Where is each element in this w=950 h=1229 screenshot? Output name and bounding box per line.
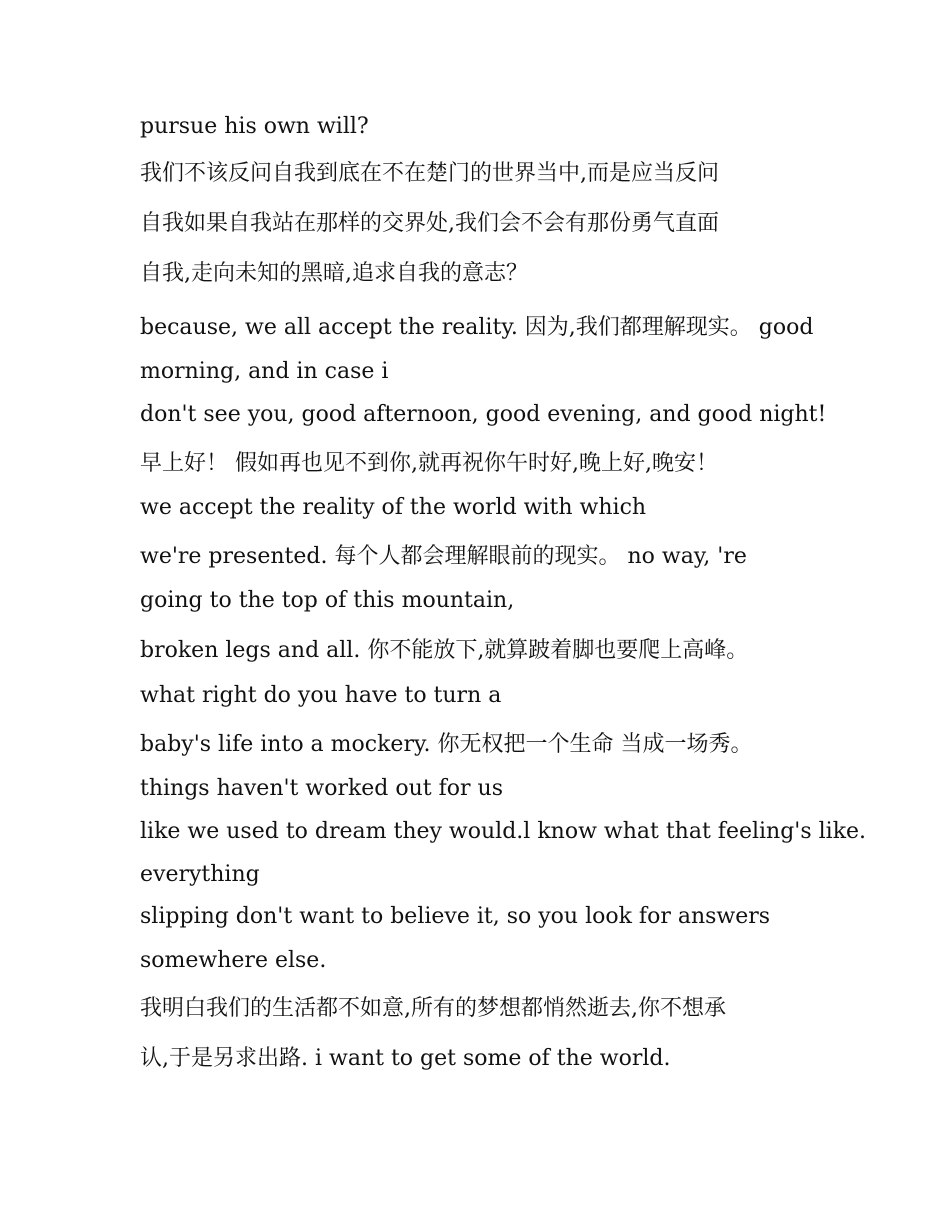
text-line: things haven't worked out for us <box>140 776 503 801</box>
text-line: what right do you have to turn a <box>140 683 502 708</box>
text-line: broken legs and all. 你不能放下,就算跛着脚也要爬上高峰。 <box>140 638 749 663</box>
text-line: because, we all accept the reality. 因为,我们都理解现实。 good <box>140 315 814 340</box>
text-line: 早上好！ 假如再也见不到你,就再祝你午时好,晚上好,晚安！ <box>140 451 718 476</box>
text-line: slipping don't want to believe it, so you look for answers <box>140 904 771 929</box>
text-line: baby's life into a mockery. 你无权把一个生命 当成一场秀。 <box>140 732 753 757</box>
text-line: 自我如果自我站在那样的交界处,我们会不会有那份勇气直面 <box>140 211 719 236</box>
text-line: don't see you, good afternoon, good evening, and good night! <box>140 402 827 427</box>
text-line: morning, and in case i <box>140 359 389 384</box>
text-line: like we used to dream they would.l know what that feeling's like. <box>140 819 867 844</box>
text-line: 自我,走向未知的黑暗,追求自我的意志？ <box>140 261 528 286</box>
text-line: somewhere else. <box>140 948 327 973</box>
text-line: 我明白我们的生活都不如意,所有的梦想都悄然逝去,你不想承 <box>140 996 726 1021</box>
text-line: we accept the reality of the world with which <box>140 495 647 520</box>
text-line: everything <box>140 862 260 887</box>
text-line: 认,于是另求出路. i want to get some of the world. <box>140 1046 671 1071</box>
text-line: we're presented. 每个人都会理解眼前的现实。 no way, 're <box>140 544 747 569</box>
text-line: going to the top of this mountain, <box>140 588 515 613</box>
text-line: pursue his own will? <box>140 114 369 139</box>
text-line: 我们不该反问自我到底在不在楚门的世界当中,而是应当反问 <box>140 161 719 186</box>
